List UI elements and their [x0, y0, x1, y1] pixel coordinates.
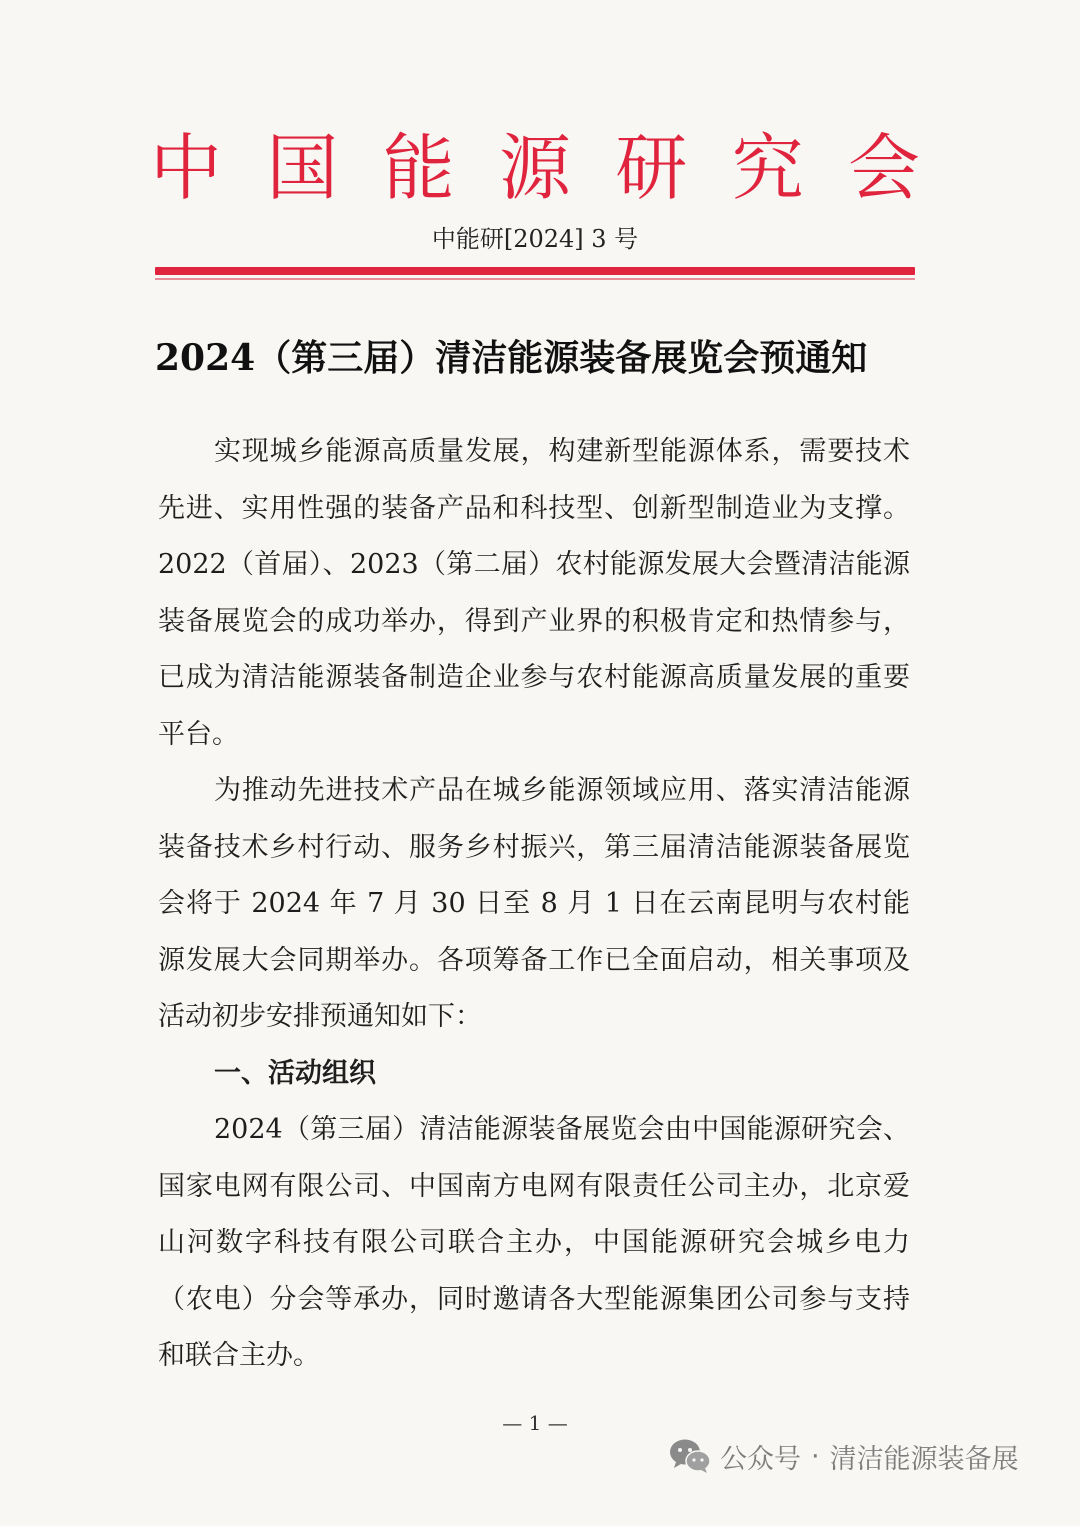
wechat-icon: [668, 1437, 712, 1475]
page-number: — 1 —: [502, 1411, 568, 1435]
document-number: 中能研[2024] 3 号: [431, 225, 639, 253]
watermark-platform: 公众号: [720, 1443, 801, 1475]
org-char: 国: [266, 126, 339, 210]
org-char: 会: [847, 126, 920, 210]
wechat-watermark: [668, 1426, 1019, 1486]
issuing-org-header: [150, 128, 920, 208]
body-paragraph-intro: 实现城乡能源高质量发展，构建新型能源体系，需要技术先进、实用性强的装备产品和科技型、创新型制造业为支撑。2022（首届）、2023（第二届）农村能源发展大会暨清洁能源装备展览会的成功举办，得到产业界的积极肯定和热情参与，已成为清洁能源装备制造企业参与农村能源高质量发展的重要平台。: [158, 436, 910, 750]
watermark-account: 清洁能源装备展: [829, 1443, 1019, 1475]
section-heading-organization: 一、活动组织: [214, 1058, 376, 1089]
org-char: 能: [382, 126, 455, 210]
org-char: 源: [498, 126, 571, 210]
org-char: 研: [615, 126, 688, 210]
body-paragraph-schedule: 为推动先进技术产品在城乡能源领域应用、落实清洁能源装备技术乡村行动、服务乡村振兴，第三届清洁能源装备展览会将于 2024 年 7 月 30 日至 8 月 1 日在云南昆明与农村能源发展大会同期举办。各项筹备工作已全面启动，相关事项及活动初步安排预通知如下：: [158, 775, 910, 1032]
header-divider: [155, 267, 915, 275]
org-char: 中: [150, 126, 223, 210]
body-paragraph-organization: 2024（第三届）清洁能源装备展览会由中国能源研究会、国家电网有限公司、中国南方电网有限责任公司主办，北京爱山河数字科技有限公司联合主办，中国能源研究会城乡电力（农电）分会等承办，同时邀请各大型能源集团公司参与支持和联合主办。: [158, 1114, 910, 1371]
header-divider-thin: [155, 278, 915, 280]
watermark-separator: ·: [811, 1440, 820, 1472]
org-char: 究: [731, 126, 804, 210]
document-title: 2024（第三届）清洁能源装备展览会预通知: [155, 337, 868, 379]
